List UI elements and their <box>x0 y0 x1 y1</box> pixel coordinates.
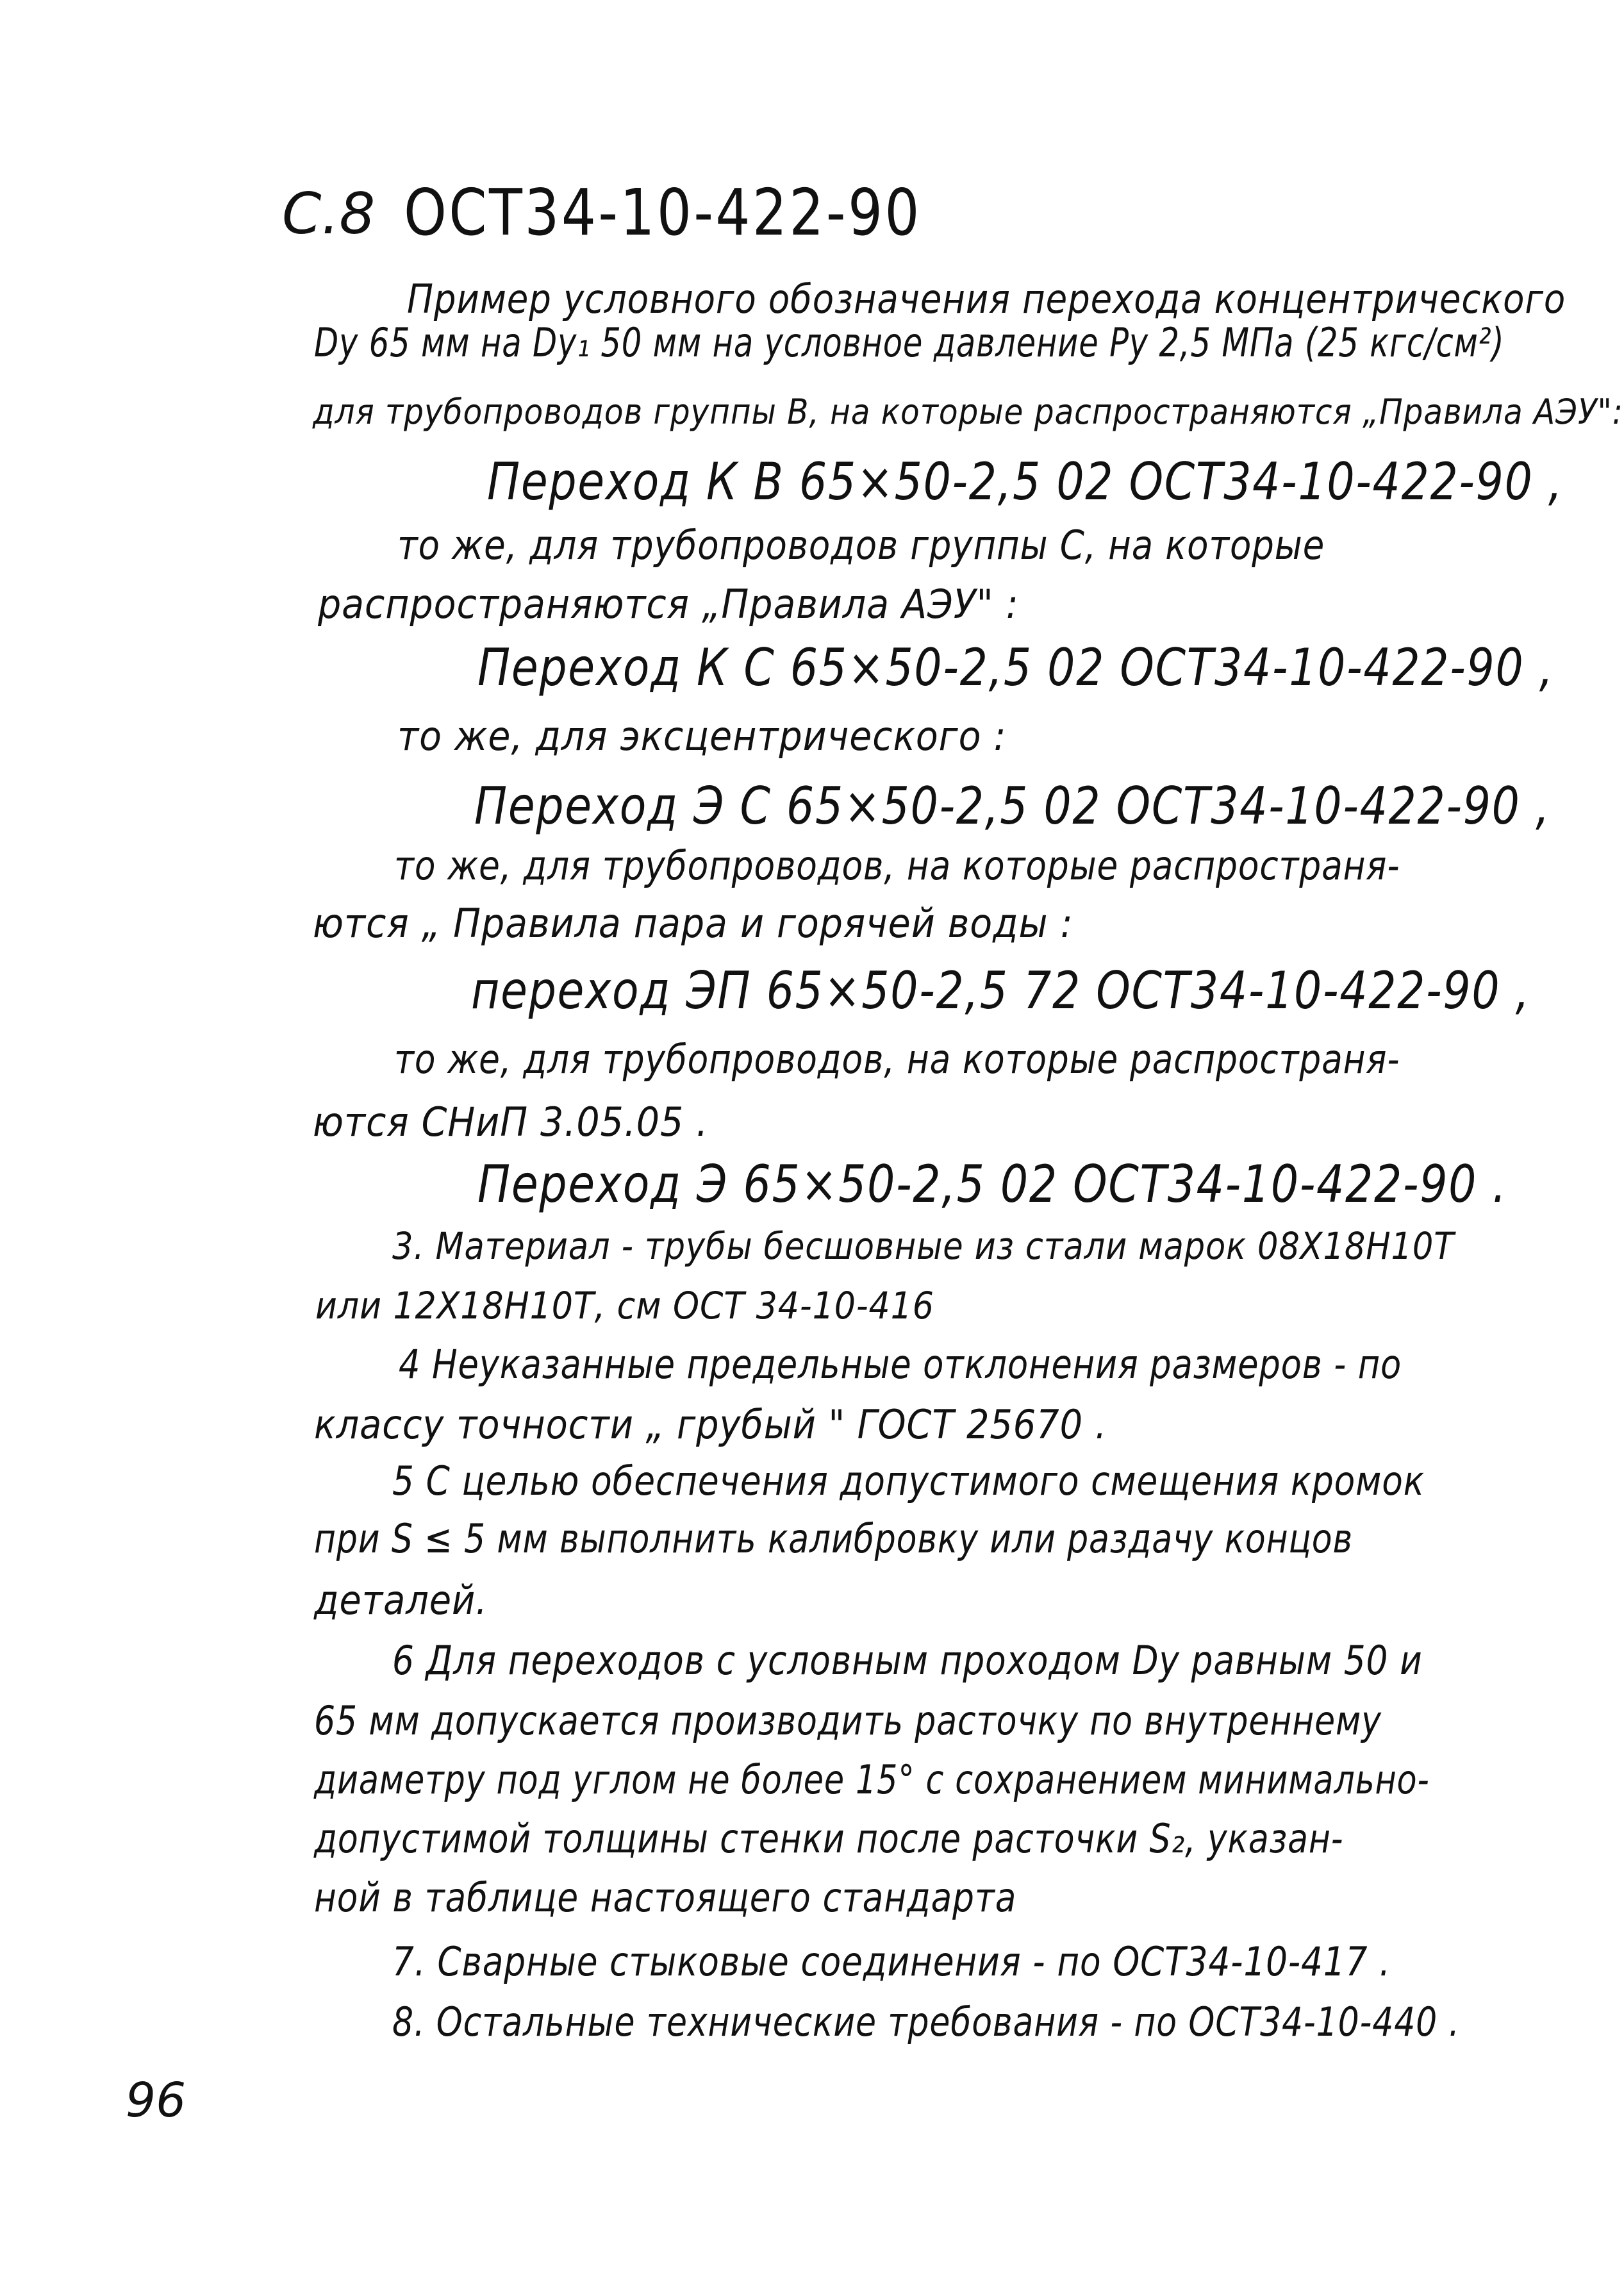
designation-line: переход ЭП 65×50-2,5 72 ОСТ34-10-422-90 , <box>471 961 1530 1020</box>
text-line: то же, для трубопроводов группы С, на которые <box>397 522 1325 569</box>
text-line: то же, для эксцентрического : <box>397 713 1007 760</box>
text-line: для трубопроводов группы В, на которые распространяются „Правила АЭУ": <box>313 392 1624 432</box>
text-line: при S ≤ 5 мм выполнить калибровку или раздачу концов <box>314 1515 1354 1562</box>
text-line: или 12Х18Н10Т, см ОСТ 34-10-416 <box>315 1284 934 1327</box>
text-line: ной в таблице настоящего стандарта <box>314 1874 1017 1921</box>
text-line: 8. Остальные технические требования - по ОСТ34-10-440 . <box>392 1999 1460 2045</box>
designation-line: Переход К В 65×50-2,5 02 ОСТ34-10-422-90 , <box>487 452 1564 511</box>
text-line: 5 С целью обеспечения допустимого смещения кромок <box>392 1458 1425 1504</box>
designation-line: Переход К С 65×50-2,5 02 ОСТ34-10-422-90 , <box>477 638 1555 697</box>
text-line: Dy 65 мм на Dy₁ 50 мм на условное давление Py 2,5 МПа (25 кгс/см²) <box>314 319 1505 366</box>
text-line: ются СНиП 3.05.05 . <box>313 1099 709 1145</box>
text-line: диаметру под углом не более 15° с сохранением минимально- <box>314 1756 1430 1803</box>
text-line: то же, для трубопроводов, на которые распространя- <box>394 1036 1400 1083</box>
text-line: допустимой толщины стенки после расточки S₂, указан- <box>314 1815 1344 1862</box>
designation-line: Переход Э 65×50-2,5 02 ОСТ34-10-422-90 . <box>477 1154 1507 1214</box>
text-line: ются „ Правила пара и горячей воды : <box>313 900 1073 947</box>
text-line: 4 Неуказанные предельные отклонения размеров - по <box>399 1341 1402 1388</box>
text-line: то же, для трубопроводов, на которые распространя- <box>394 842 1400 889</box>
text-line: 65 мм допускается производить расточку по внутреннему <box>314 1697 1382 1744</box>
text-line: 7. Сварные стыковые соединения - по ОСТ34-10-417 . <box>392 1938 1391 1985</box>
text-line: 3. Материал - трубы бесшовные из стали марок 08Х18Н10Т <box>392 1224 1455 1268</box>
page-number: 96 <box>126 2073 186 2128</box>
text-line: Пример условного обозначения перехода концентрического <box>407 276 1566 322</box>
text-line: распространяются „Правила АЭУ" : <box>318 581 1019 628</box>
text-line: деталей. <box>314 1577 488 1624</box>
sheet-number: С.8 <box>282 181 376 247</box>
designation-line: Переход Э С 65×50-2,5 02 ОСТ34-10-422-90 , <box>474 776 1551 836</box>
standard-code: ОСТ34-10-422-90 <box>404 175 922 250</box>
text-line: 6 Для переходов с условным проходом Dy равным 50 и <box>392 1637 1423 1684</box>
text-line: классу точности „ грубый " ГОСТ 25670 . <box>314 1401 1107 1448</box>
